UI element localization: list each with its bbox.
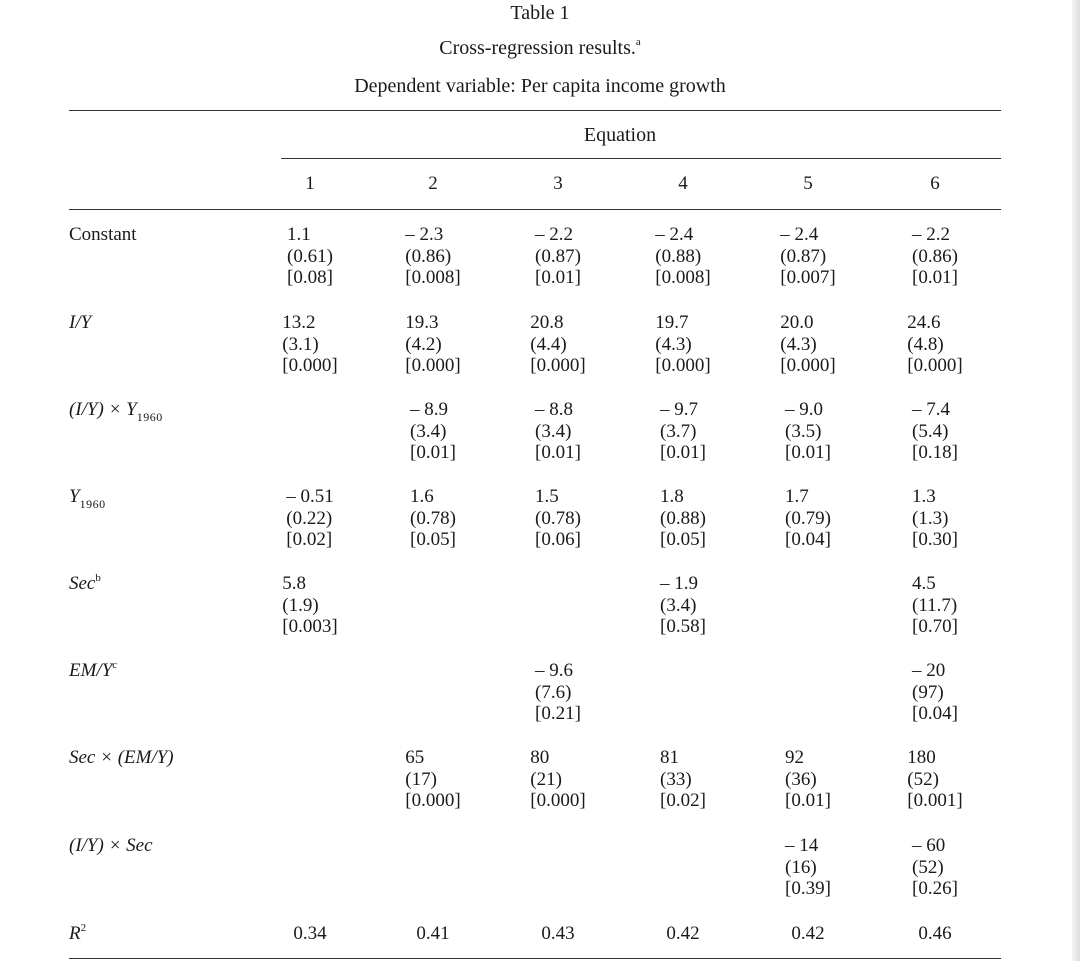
row-label [69, 399, 163, 424]
table-cell [912, 573, 958, 638]
table-title: Table 1 [510, 2, 570, 24]
standard-error: (21) [530, 768, 562, 790]
p-value: [0.000] [405, 790, 461, 811]
standard-error: (0.78) [410, 507, 456, 529]
coefficient: – 9.0 [785, 399, 824, 420]
table-cell [530, 312, 585, 377]
p-value: [0.39] [785, 878, 831, 899]
row-label-text: EM/Y [69, 660, 113, 681]
p-value: [0.04] [912, 703, 958, 724]
standard-error: (0.22) [286, 507, 333, 529]
table-cell [785, 835, 831, 900]
row-label-superscript: 2 [80, 922, 87, 934]
standard-error: (4.4) [530, 333, 567, 355]
row-label-superscript: b [95, 572, 101, 584]
top-rule [69, 110, 1001, 111]
standard-error: (0.78) [535, 507, 581, 529]
p-value: [0.58] [660, 616, 706, 637]
standard-error: (3.4) [660, 594, 697, 616]
column-header-4: 4 [678, 173, 688, 194]
table-cell [912, 224, 958, 289]
standard-error: (0.88) [660, 507, 706, 529]
p-value: [0.06] [535, 529, 581, 550]
coefficient: 65 [405, 747, 425, 768]
table-cell [410, 486, 456, 551]
standard-error: (3.7) [660, 420, 697, 442]
coefficient: 1.6 [410, 486, 434, 507]
column-header-3: 3 [553, 173, 563, 194]
coefficient: – 14 [785, 835, 819, 856]
table-cell [791, 923, 824, 945]
row-label [69, 224, 137, 246]
standard-error: (4.3) [655, 333, 692, 355]
coefficient: 4.5 [912, 573, 936, 594]
coefficient: 0.46 [918, 923, 952, 944]
p-value: [0.000] [780, 355, 836, 376]
column-header-1: 1 [305, 173, 315, 194]
coefficient: – 0.51 [286, 486, 334, 507]
table-cell [655, 312, 710, 377]
table-cell [535, 399, 581, 464]
row-label [69, 573, 101, 595]
p-value: [0.01] [785, 442, 831, 463]
table-subtitle-footnote-marker: a [635, 36, 641, 48]
row-label-text: (I/Y) × Y [69, 399, 137, 420]
coefficient: – 20 [912, 660, 946, 681]
coefficient: – 2.4 [655, 224, 694, 245]
coefficient: 1.3 [912, 486, 936, 507]
table-cell [293, 923, 326, 945]
table-cell [785, 399, 831, 464]
p-value: [0.000] [405, 355, 461, 376]
table-subtitle [0, 37, 1080, 60]
standard-error: (4.2) [405, 333, 442, 355]
row-label [69, 747, 174, 769]
p-value: [0.008] [655, 267, 711, 288]
equation-underline-rule [281, 158, 1001, 159]
table-cell [410, 399, 456, 464]
coefficient: 1.5 [535, 486, 559, 507]
table-cell [655, 224, 710, 289]
standard-error: (3.1) [282, 333, 319, 355]
standard-error: (3.5) [785, 420, 822, 442]
coefficient: – 60 [912, 835, 946, 856]
p-value: [0.26] [912, 878, 958, 899]
p-value: [0.01] [660, 442, 706, 463]
standard-error: (3.4) [535, 420, 572, 442]
table-cell [405, 224, 460, 289]
row-label-text: Sec [69, 573, 96, 594]
coefficient: 5.8 [282, 573, 307, 594]
standard-error: (7.6) [535, 681, 572, 703]
table-cell [416, 923, 449, 945]
coefficient: – 1.9 [660, 573, 699, 594]
coefficient: 1.8 [660, 486, 684, 507]
table-cell [535, 660, 581, 725]
table-cell [660, 399, 706, 464]
standard-error: (3.4) [410, 420, 447, 442]
header-bottom-rule [69, 209, 1001, 210]
p-value: [0.01] [785, 790, 831, 811]
standard-error: (4.8) [907, 333, 944, 355]
coefficient: 1.1 [287, 224, 311, 245]
coefficient: 0.41 [416, 923, 450, 944]
coefficient: 92 [785, 747, 805, 768]
p-value: [0.21] [535, 703, 581, 724]
table-cell [912, 486, 958, 551]
coefficient: – 2.2 [912, 224, 951, 245]
column-header-6: 6 [930, 173, 940, 194]
row-label-text: Sec × (EM/Y) [69, 747, 174, 768]
table-cell [660, 486, 706, 551]
standard-error: (11.7) [912, 594, 958, 616]
table-cell [912, 660, 958, 725]
standard-error: (52) [912, 856, 944, 878]
standard-error: (1.9) [282, 594, 319, 616]
p-value: [0.01] [535, 267, 581, 288]
coefficient: 0.42 [666, 923, 700, 944]
table-cell [660, 747, 706, 812]
p-value: [0.05] [660, 529, 706, 550]
table-cell [785, 486, 831, 551]
standard-error: (97) [912, 681, 944, 703]
row-label [69, 660, 117, 682]
table-cell [286, 486, 334, 551]
table-cell [907, 312, 962, 377]
table-cell [912, 399, 958, 464]
p-value: [0.003] [282, 616, 338, 637]
coefficient: – 2.3 [405, 224, 444, 245]
p-value: [0.08] [287, 267, 333, 288]
coefficient: – 2.4 [780, 224, 819, 245]
equation-group-header: Equation [583, 124, 657, 146]
coefficient: 180 [907, 747, 936, 768]
standard-error: (17) [405, 768, 437, 790]
p-value: [0.008] [405, 267, 461, 288]
row-label-text: Constant [69, 224, 137, 245]
row-label-text: R [69, 923, 81, 944]
column-header-2: 2 [428, 173, 438, 194]
table-cell [405, 747, 460, 812]
row-label-superscript: c [112, 659, 118, 671]
p-value: [0.01] [410, 442, 456, 463]
p-value: [0.000] [655, 355, 711, 376]
table-cell [535, 486, 581, 551]
standard-error: (0.79) [785, 507, 831, 529]
standard-error: (0.86) [405, 245, 452, 267]
p-value: [0.000] [530, 790, 586, 811]
row-label [69, 835, 153, 857]
standard-error: (1.3) [912, 507, 949, 529]
p-value: [0.01] [535, 442, 581, 463]
standard-error: (16) [785, 856, 817, 878]
standard-error: (0.88) [655, 245, 702, 267]
table-subtitle-text: Cross-regression results. [439, 37, 636, 59]
standard-error: (5.4) [912, 420, 949, 442]
dependent-variable-caption: Dependent variable: Per capita income growth [354, 75, 726, 97]
standard-error: (0.86) [912, 245, 958, 267]
coefficient: 19.3 [405, 312, 439, 333]
p-value: [0.000] [907, 355, 963, 376]
coefficient: – 2.2 [535, 224, 574, 245]
coefficient: – 9.6 [535, 660, 574, 681]
p-value: [0.18] [912, 442, 958, 463]
p-value: [0.70] [912, 616, 958, 637]
p-value: [0.05] [410, 529, 456, 550]
table-cell [780, 224, 835, 289]
column-header-5: 5 [803, 173, 813, 194]
p-value: [0.007] [780, 267, 836, 288]
p-value: [0.02] [286, 529, 333, 550]
table-cell [780, 312, 835, 377]
coefficient: 0.43 [541, 923, 575, 944]
coefficient: 1.7 [785, 486, 809, 507]
table-cell [918, 923, 951, 945]
coefficient: – 8.9 [410, 399, 449, 420]
standard-error: (0.61) [287, 245, 333, 267]
table-cell [785, 747, 831, 812]
p-value: [0.30] [912, 529, 958, 550]
p-value: [0.000] [530, 355, 586, 376]
standard-error: (52) [907, 768, 939, 790]
table-cell [912, 835, 958, 900]
table-cell [405, 312, 460, 377]
table-cell [541, 923, 574, 945]
coefficient: 20.0 [780, 312, 814, 333]
coefficient: 19.7 [655, 312, 689, 333]
row-label-subscript: 1960 [136, 410, 163, 424]
row-label-text: I/Y [69, 312, 92, 333]
table-cell [666, 923, 699, 945]
coefficient: 0.34 [293, 923, 327, 944]
p-value: [0.02] [660, 790, 706, 811]
p-value: [0.04] [785, 529, 831, 550]
row-label [69, 312, 91, 334]
coefficient: 20.8 [530, 312, 564, 333]
row-label [69, 923, 86, 945]
table-cell [287, 224, 333, 289]
table-cell [282, 573, 337, 638]
table-cell [535, 224, 581, 289]
row-label-text: (I/Y) × Sec [69, 835, 153, 856]
table-cell [907, 747, 962, 812]
coefficient: 13.2 [282, 312, 316, 333]
row-label [69, 486, 106, 511]
coefficient: – 9.7 [660, 399, 699, 420]
standard-error: (36) [785, 768, 817, 790]
table-cell [660, 573, 706, 638]
coefficient: – 8.8 [535, 399, 574, 420]
standard-error: (4.3) [780, 333, 817, 355]
p-value: [0.001] [907, 790, 963, 811]
p-value: [0.000] [282, 355, 338, 376]
table-cell [530, 747, 585, 812]
standard-error: (33) [660, 768, 692, 790]
coefficient: 80 [530, 747, 550, 768]
coefficient: 0.42 [791, 923, 825, 944]
coefficient: 24.6 [907, 312, 941, 333]
standard-error: (0.87) [535, 245, 581, 267]
standard-error: (0.87) [780, 245, 827, 267]
row-label-subscript: 1960 [79, 497, 106, 511]
row-label-text: Y [69, 486, 80, 507]
page-edge-shadow [1072, 0, 1080, 961]
coefficient: – 7.4 [912, 399, 951, 420]
p-value: [0.01] [912, 267, 958, 288]
table-cell [282, 312, 337, 377]
coefficient: 81 [660, 747, 680, 768]
bottom-rule [69, 958, 1001, 959]
